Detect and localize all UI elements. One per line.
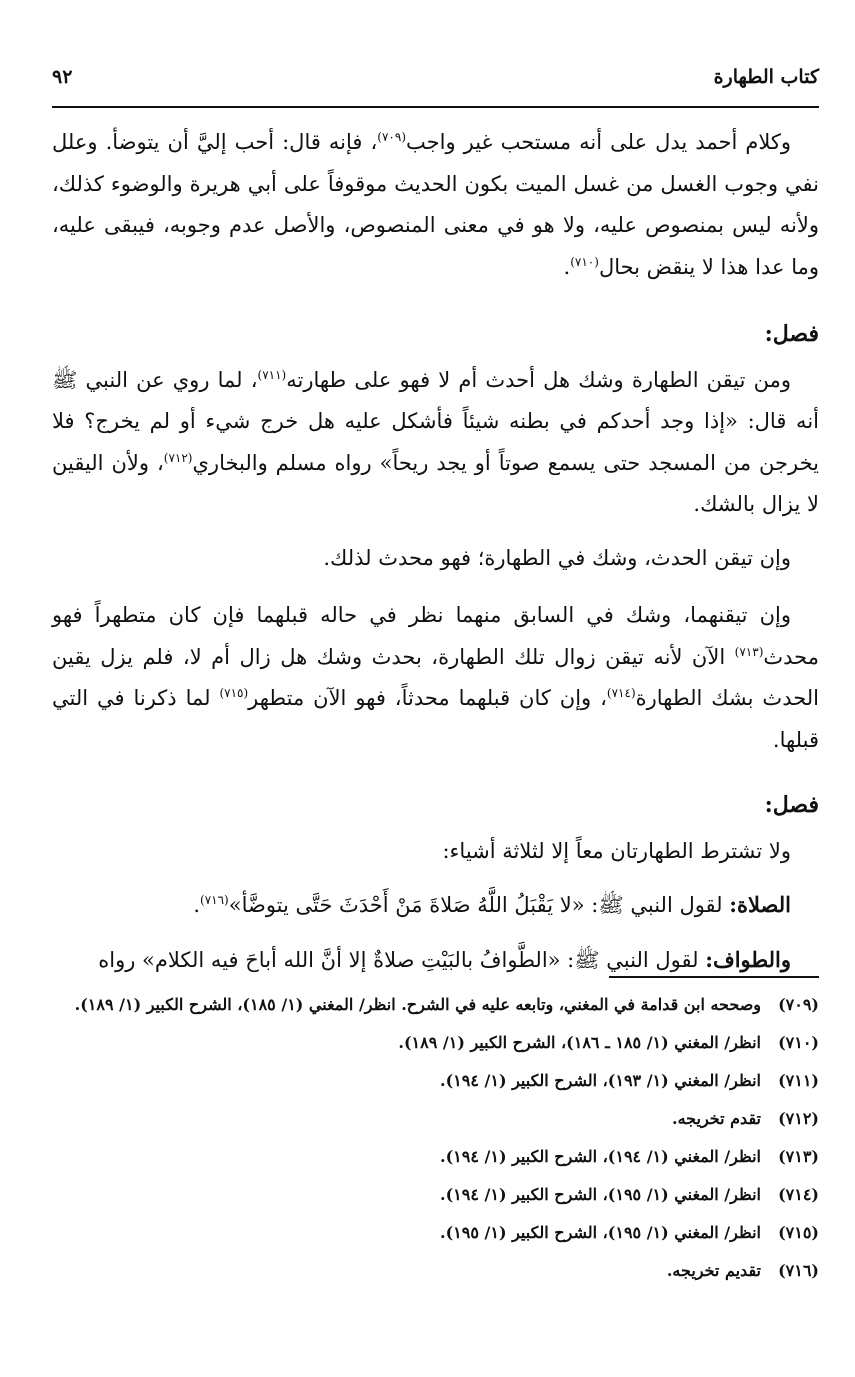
text-run: ، فإنه قال: أحب إليَّ أن يتوضأ. وعلل نفي وجوب الغسل من غسل الميت بكون الحديث موقوفاً على أبي هريرة والوضوء كذلك، ولأنه ليس بمنصوص عليه، ولا هو في معنى المنصوص، والأصل عدم وجوبه، فيبقى عليه، وما عدا هذا لا ينقض بحال <box>52 130 819 279</box>
footnote <box>52 1066 819 1096</box>
footnote-number: (٧١٦) <box>778 1261 819 1280</box>
footnote <box>52 1104 819 1134</box>
footnote-ref-713: (٧١٣) <box>734 644 764 659</box>
footnote-ref-709: (٧٠٩) <box>377 130 407 144</box>
footnote <box>52 1142 819 1172</box>
footnote-ref-715: (٧١٥) <box>219 686 249 700</box>
main-text <box>52 122 819 981</box>
text-run: لقول النبي ﷺ: «لا يَقْبَلُ اللَّهُ صَلاةَ مَنْ أَحْدَثَ حَتَّى يتوضَّأ» <box>228 893 730 917</box>
footnote <box>52 1218 819 1248</box>
page-header <box>52 60 819 94</box>
paragraph-5: ولا تشترط الطهارتان معاً إلا لثلاثة أشياء: <box>442 838 791 863</box>
header-rule <box>52 106 819 108</box>
paragraph-1 <box>52 122 819 288</box>
footnote <box>52 1180 819 1210</box>
footnote-number: (٧١٢) <box>778 1109 819 1128</box>
paragraph-2 <box>52 360 819 526</box>
text-run: ومن تيقن الطهارة وشك هل أحدث أم لا فهو على طهارته <box>286 367 792 392</box>
chapter-title: كتاب الطهارة <box>713 66 819 88</box>
footnote-text: وصححه ابن قدامة في المغني، وتابعه عليه في الشرح. انظر/ المغني (١/ ١٨٥)، الشرح الكبير (١/ ١٨٩). <box>74 995 761 1014</box>
footnote <box>52 1256 819 1286</box>
footnote-ref-714: (٧١٤) <box>606 686 636 700</box>
footnote-text: تقديم تخريجه. <box>666 1261 761 1280</box>
term-prayer: الصلاة: <box>729 892 791 917</box>
text-run: وإن تيقنهما، وشك في السابق منهما نظر في حاله قبلهما فإن كان متطهراً فهو محدث <box>52 603 819 669</box>
text-run: لما ذكرنا في التي قبلها. <box>52 686 819 752</box>
footnote-number: (٧١١) <box>778 1071 819 1090</box>
text-run: لقول النبي ﷺ: «الطَّوافُ بالبَيْتِ صلاةٌ إلا أنَّ الله أباحَ فيه الكلام» رواه <box>98 947 706 972</box>
footnotes <box>52 990 819 1294</box>
footnote-text: انظر/ المغني (١/ ١٩٥)، الشرح الكبير (١/ ١٩٥). <box>440 1223 761 1242</box>
text-run: ، لما روي عن النبي ﷺ أنه قال: «إذا وجد أحدكم في بطنه شيئاً فأشكل عليه هل خرج شيء أو لم يخرج؟ فلا يخرجن من المسجد حتى يسمع صوتاً أو يجد ريحاً» رواه مسلم والبخاري <box>52 367 820 475</box>
paragraph-6 <box>52 884 819 927</box>
footnote-text: تقدم تخريجه. <box>672 1109 761 1128</box>
section-heading-1: فصل: <box>764 321 819 347</box>
paragraph-7 <box>52 939 819 982</box>
text-run: . <box>563 254 571 279</box>
paragraph-3: وإن تيقن الحدث، وشك في الطهارة؛ فهو محدث لذلك. <box>323 545 791 570</box>
footnote-ref-712: (٧١٢) <box>163 450 193 465</box>
paragraph-4 <box>52 595 819 761</box>
footnote-text: انظر/ المغني (١/ ١٩٤)، الشرح الكبير (١/ ١٩٤). <box>440 1147 761 1166</box>
footnote <box>52 1028 819 1058</box>
section-heading-2: فصل: <box>764 792 819 818</box>
text-run: الآن لأنه تيقن زوال تلك الطهارة، بحدث وشك هل زال أم لا، فلم يزل يقين الحدث بشك الطهارة <box>52 644 820 710</box>
footnote-text: انظر/ المغني (١/ ١٩٣)، الشرح الكبير (١/ ١٩٤). <box>440 1071 761 1090</box>
footnote-number: (٧٠٩) <box>778 995 819 1014</box>
text-run: وكلام أحمد يدل على أنه مستحب غير واجب <box>406 130 791 154</box>
page-number: ٩٢ <box>52 66 73 88</box>
footnote-text: انظر/ المغني (١/ ١٩٥)، الشرح الكبير (١/ ١٩٤). <box>440 1185 761 1204</box>
footnote-text: انظر/ المغني (١/ ١٨٥ ـ ١٨٦)، الشرح الكبير (١/ ١٨٩). <box>398 1033 761 1052</box>
footnote-ref-716: (٧١٦) <box>200 893 229 907</box>
footnote-ref-711: (٧١١) <box>257 367 287 382</box>
term-tawaf: والطواف: <box>705 946 791 972</box>
footnote-number: (٧١٠) <box>778 1033 819 1052</box>
footnote-rule <box>609 976 819 978</box>
footnote-number: (٧١٤) <box>778 1185 819 1204</box>
footnote-number: (٧١٣) <box>778 1147 819 1166</box>
footnote-number: (٧١٥) <box>778 1223 819 1242</box>
footnote <box>52 990 819 1020</box>
footnote-ref-710: (٧١٠) <box>570 254 599 269</box>
text-run: ، وإن كان قبلهما محدثاً، فهو الآن متطهر <box>248 686 607 710</box>
text-run: . <box>193 893 201 917</box>
text-run: ، ولأن اليقين لا يزال بالشك. <box>52 450 819 516</box>
